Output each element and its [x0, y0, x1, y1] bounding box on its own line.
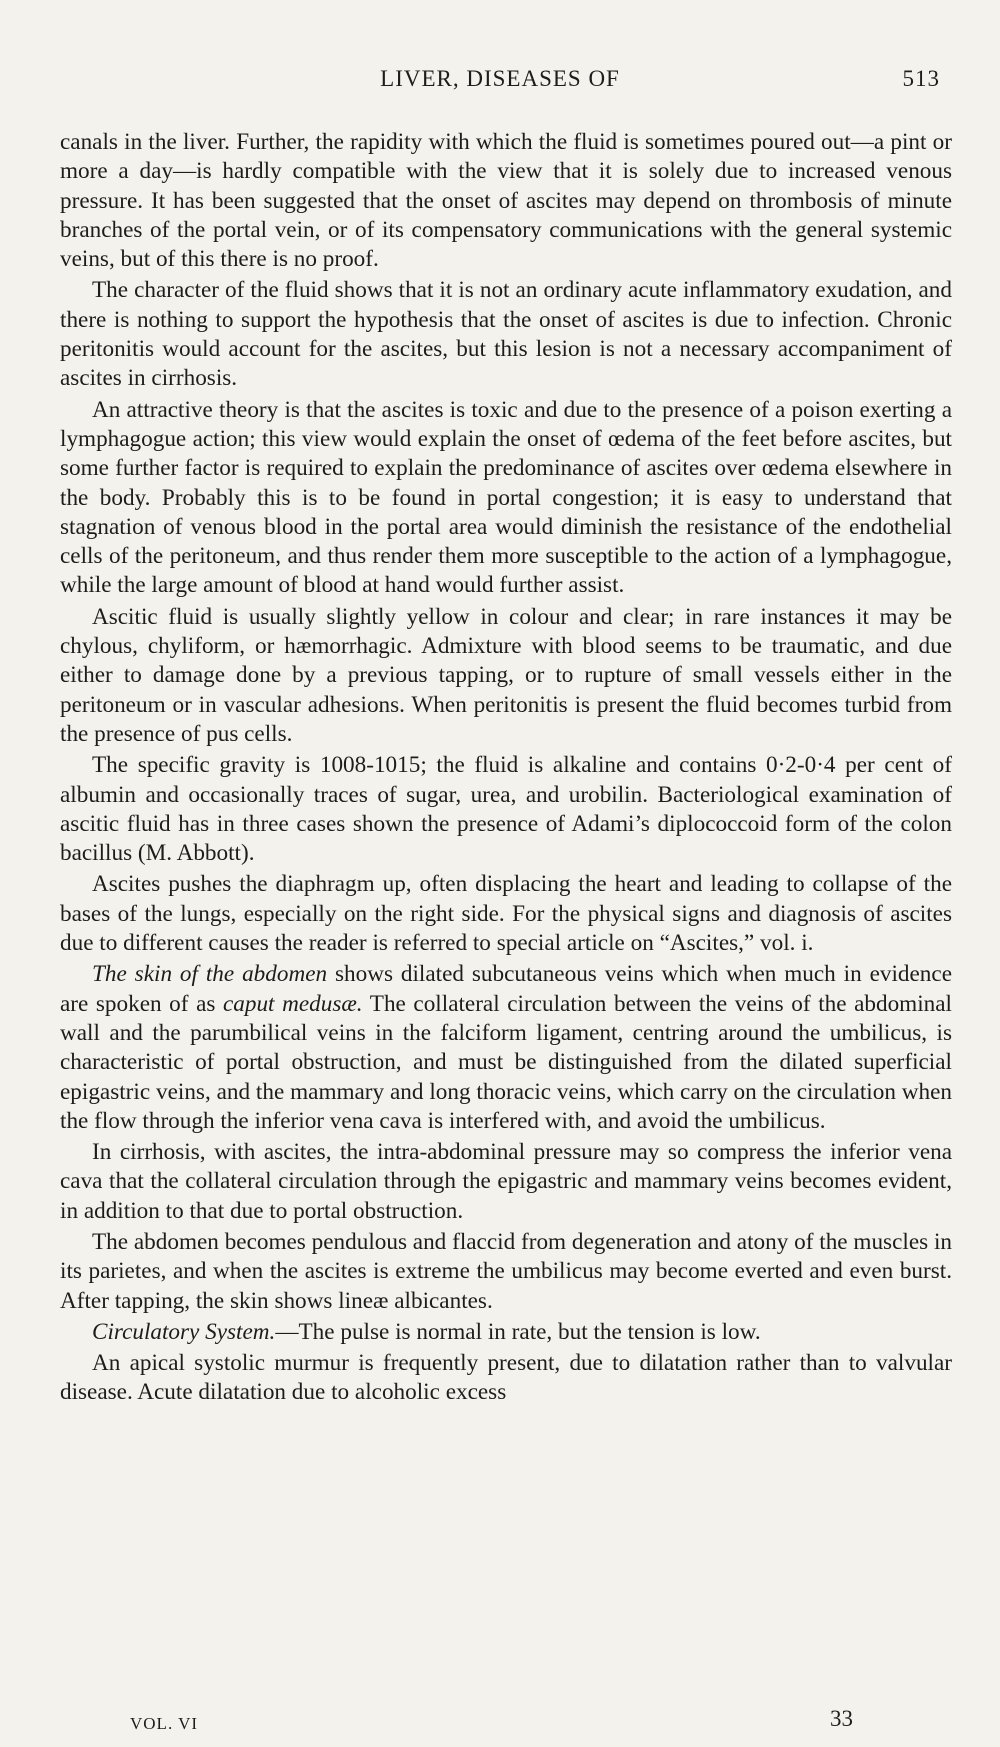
- paragraph-5: The specific gravity is 1008-1015; the fluid is alkaline and contains 0·2-0·4 per cent of albumin and occasionally traces of sugar, urea, and urobilin. Bacteriological examination of ascitic fluid has in three cases shown the presence of Adami’s diplococcoid form of the colon bacillus (M. Abbott).: [60, 752, 952, 867]
- paragraph-2: The character of the fluid shows that it is not an ordinary acute inflammatory exudation, and there is nothing to support the hypothesis that the onset of ascites is due to infection. Chronic peritonitis would account for the ascites, but this lesion is not a necessary accompaniment of ascites in cirrhosis.: [60, 277, 952, 392]
- paragraph-9: The abdomen becomes pendulous and flaccid from degeneration and atony of the muscles in its parietes, and when the ascites is extreme the umbilicus may become everted and even burst. After tapping, the skin shows lineæ albicantes.: [60, 1228, 952, 1314]
- paragraph-6: Ascites pushes the diaphragm up, often displacing the heart and leading to collapse of the bases of the lungs, especially on the right side. For the physical signs and diagnosis of ascites due to different causes the reader is referred to special article on “Ascites,” vol. i.: [60, 871, 952, 957]
- running-title: LIVER, DISEASES OF: [380, 66, 620, 91]
- paragraph-1: canals in the liver. Further, the rapidity with which the fluid is sometimes poured out—a pint or more a day—is hardly compatible with the view that it is solely due to increased venous pressure. It has been suggested that the onset of ascites may depend on thrombosis of minute branches of the portal vein, or of its compensatory communications with the general systemic veins, but of this there is no proof.: [60, 129, 952, 273]
- volume-mark: VOL. VI: [130, 1714, 199, 1733]
- paragraph-10: [60, 1318, 952, 1347]
- paragraph-3: An attractive theory is that the ascites is toxic and due to the presence of a poison exerting a lymphagogue action; this view would explain the onset of œdema of the feet before ascites, but some further factor is required to explain the predominance of ascites over œdema elsewhere in the body. Probably this is to be found in portal congestion; it is easy to understand that stagnation of venous blood in the portal area would diminish the resistance of the endothelial cells of the peritoneum, and thus render them more susceptible to the action of a lymphagogue, while the large amount of blood at hand would further assist.: [60, 396, 952, 599]
- body-text: [60, 128, 952, 1410]
- term-caput-medusae: caput medusæ.: [222, 990, 363, 1017]
- section-heading-skin: The skin of the abdomen: [92, 961, 328, 988]
- page-number: 513: [902, 66, 940, 91]
- paragraph-11: An apical systolic murmur is frequently present, due to dilatation rather than to valvular disease. Acute dilatation due to alcoholic excess: [60, 1350, 952, 1406]
- paragraph-8: In cirrhosis, with ascites, the intra-abdominal pressure may so compress the inferior vena cava that the collateral circulation through the epigastric and mammary veins becomes evident, in addition to that due to portal obstruction.: [60, 1139, 952, 1224]
- running-head: [60, 66, 940, 102]
- paragraph-10-text: —The pulse is normal in rate, but the tension is low.: [275, 1318, 761, 1345]
- section-heading-circulatory: Circulatory System.: [92, 1318, 276, 1345]
- signature-mark: 33: [830, 1706, 853, 1731]
- paragraph-7: [60, 960, 952, 1136]
- paragraph-4: Ascitic fluid is usually slightly yellow in colour and clear; in rare instances it may be chylous, chyliform, or hæmorrhagic. Admixture with blood seems to be traumatic, and due either to damage done by a previous tapping, or to rupture of small vessels either in the peritoneum or in vascular adhesions. When peritonitis is present the fluid becomes turbid from the presence of pus cells.: [60, 603, 952, 747]
- paragraph-7-tail: The collateral circulation between the veins of the abdominal wall and the parumbilical veins in the falciform ligament, centring around the umbilicus, is characteristic of portal obstruction, and must be distinguished from the dilated superficial epigastric veins, and the mammary and long thoracic veins, which carry on the circulation when the flow through the inferior vena cava is interfered with, and avoid the umbilicus.: [60, 990, 952, 1134]
- paragraph-7-text: shows dilated subcutaneous veins which when much in evidence are spoken of as: [60, 961, 952, 1017]
- page-footer: [60, 1706, 940, 1736]
